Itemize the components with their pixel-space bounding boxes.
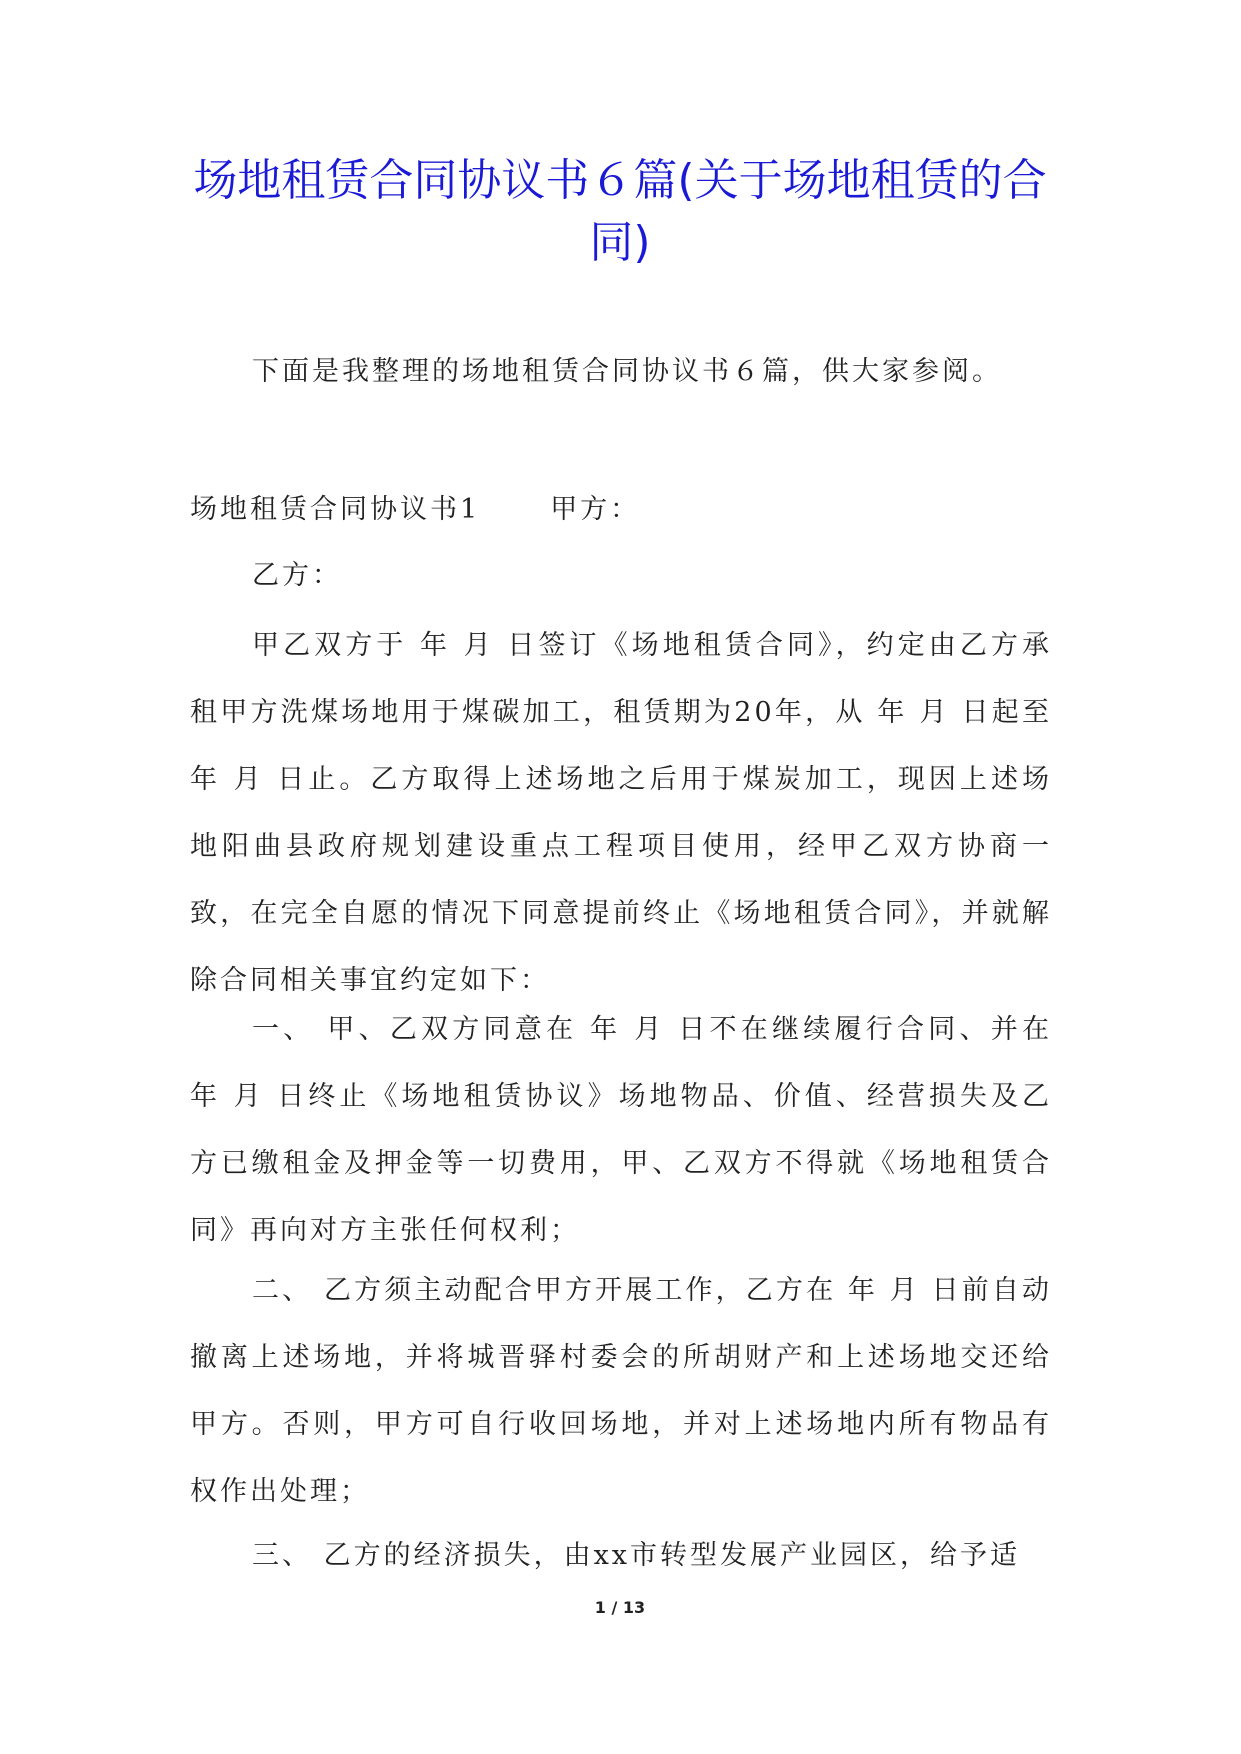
section-heading-line: [190, 490, 640, 530]
body-paragraph: 二、 乙方须主动配合甲方开展工作，乙方在 年 月 日前自动撤离上述场地，并将城晋驿村委会的所胡财产和上述场地交还给甲方。否则，甲方可自行收回场地，并对上述场地内所有物品有权作出处理；: [190, 1275, 1052, 1507]
body-paragraph: 三、 乙方的经济损失，由xx市转型发展产业园区，给予适: [252, 1540, 1021, 1571]
intro-paragraph: 下面是我整理的场地租赁合同协议书６篇，供大家参阅。: [252, 356, 1002, 387]
body-paragraph: 甲乙双方于 年 月 日签订《场地租赁合同》，约定由乙方承租甲方洗煤场地用于煤碳加工，租赁期为20年，从 年 月 日起至 年 月 日止。乙方取得上述场地之后用于煤炭加工，现因上述场地阳曲县政府规划建设重点工程项目使用，经甲乙双方协商一致，在完全自愿的情况下同意提前终止《场地租赁合同》，并就解除合同相关事宜约定如下：: [190, 630, 1052, 996]
body-paragraph: 一、 甲、乙双方同意在 年 月 日不在继续履行合同、并在 年 月 日终止《场地租赁协议》场地物品、价值、经营损失及乙方已缴租金及押金等一切费用，甲、乙双方不得就《场地租赁合同》再向对方主张任何权利；: [190, 1014, 1052, 1246]
party-a-label: 甲方：: [550, 494, 641, 525]
document-title: 场地租赁合同协议书６篇(关于场地租赁的合同): [193, 155, 1047, 268]
page-number: 1 / 13: [594, 1598, 646, 1617]
party-b-label: 乙方：: [252, 560, 342, 591]
section-heading: 场地租赁合同协议书1: [190, 494, 481, 525]
